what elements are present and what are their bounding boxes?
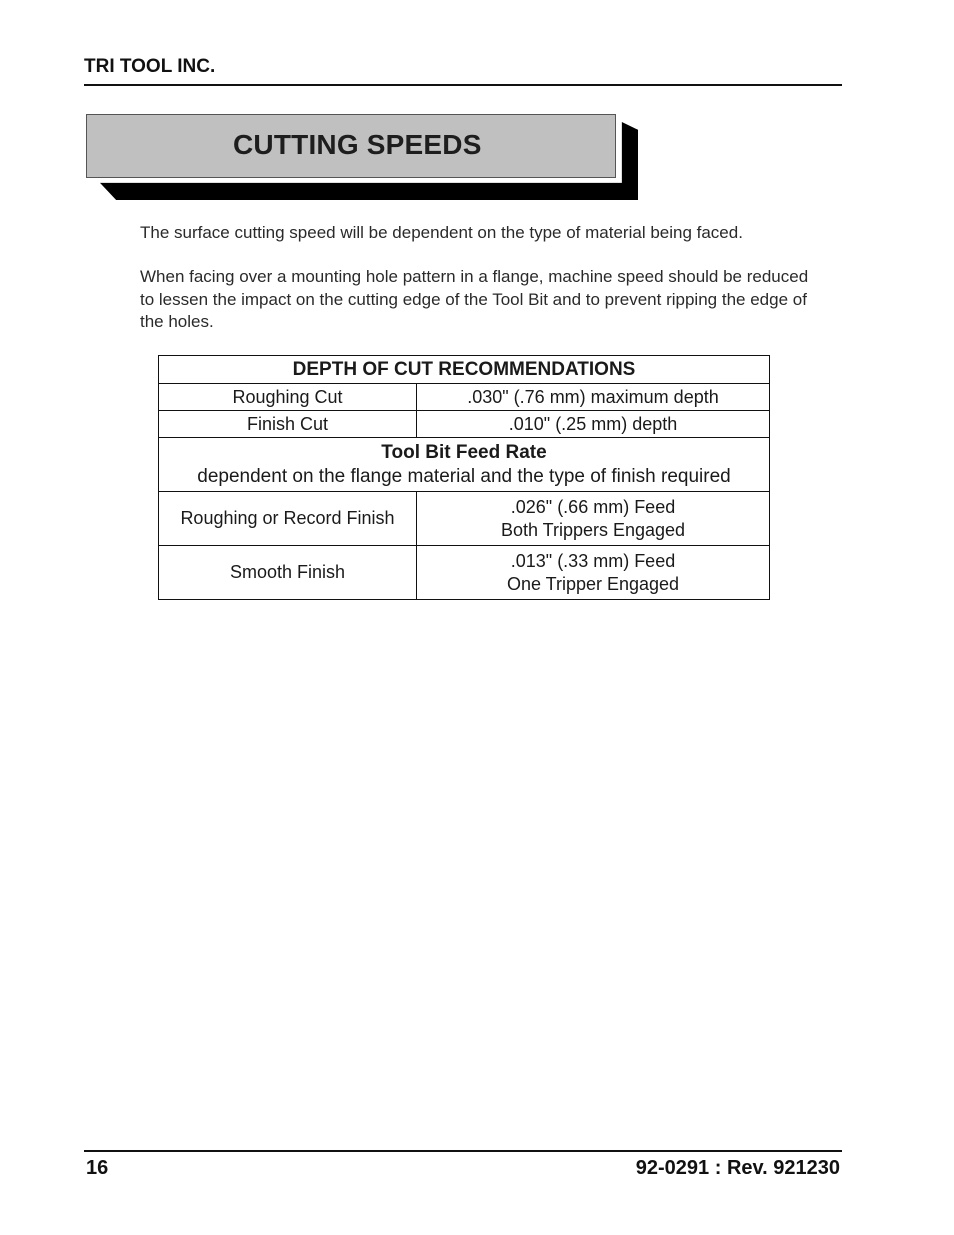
depth-of-cut-table — [158, 355, 770, 600]
paragraph-cutting-speed: The surface cutting speed will be dependent on the type of material being faced. — [140, 223, 743, 242]
depth-label: Roughing Cut — [159, 384, 417, 411]
feed-value-line2: Both Trippers Engaged — [500, 519, 686, 540]
table-row — [159, 384, 770, 411]
table-header-row — [159, 356, 770, 384]
table-row — [159, 411, 770, 438]
feed-label: Smooth Finish — [159, 546, 417, 600]
section-title: CUTTING SPEEDS — [233, 129, 482, 160]
page-number: 16 — [86, 1157, 109, 1179]
title-banner-box — [86, 114, 616, 178]
table-row — [159, 546, 770, 600]
feed-value — [417, 546, 770, 600]
table-row — [159, 492, 770, 546]
footer-rule — [84, 1150, 842, 1152]
feed-label: Roughing or Record Finish — [159, 492, 417, 546]
depth-label: Finish Cut — [159, 411, 417, 438]
table-header: DEPTH OF CUT RECOMMENDATIONS — [159, 356, 770, 384]
depth-value: .030" (.76 mm) maximum depth — [417, 384, 770, 411]
feed-value-line1: .013" (.33 mm) Feed — [510, 550, 676, 571]
header-rule — [84, 84, 842, 86]
feed-rate-title: Tool Bit Feed Rate — [381, 441, 547, 463]
depth-value: .010" (.25 mm) depth — [417, 411, 770, 438]
paragraph-hole-pattern: When facing over a mounting hole pattern in a flange, machine speed should be reduced to lessen the impact on the cutting edge of the Tool Bit and to prevent ripping the edge of the holes. — [140, 267, 809, 331]
feed-value-line2: One Tripper Engaged — [506, 573, 680, 594]
feed-rate-cell — [159, 438, 770, 492]
feed-value-line1: .026" (.66 mm) Feed — [510, 496, 676, 517]
company-name: TRI TOOL INC. — [84, 56, 216, 77]
feed-rate-header-row — [159, 438, 770, 492]
feed-rate-subtitle: dependent on the flange material and the type of finish required — [197, 465, 731, 487]
document-revision: 92-0291 : Rev. 921230 — [635, 1157, 840, 1179]
section-title-banner — [86, 114, 638, 200]
feed-value — [417, 492, 770, 546]
